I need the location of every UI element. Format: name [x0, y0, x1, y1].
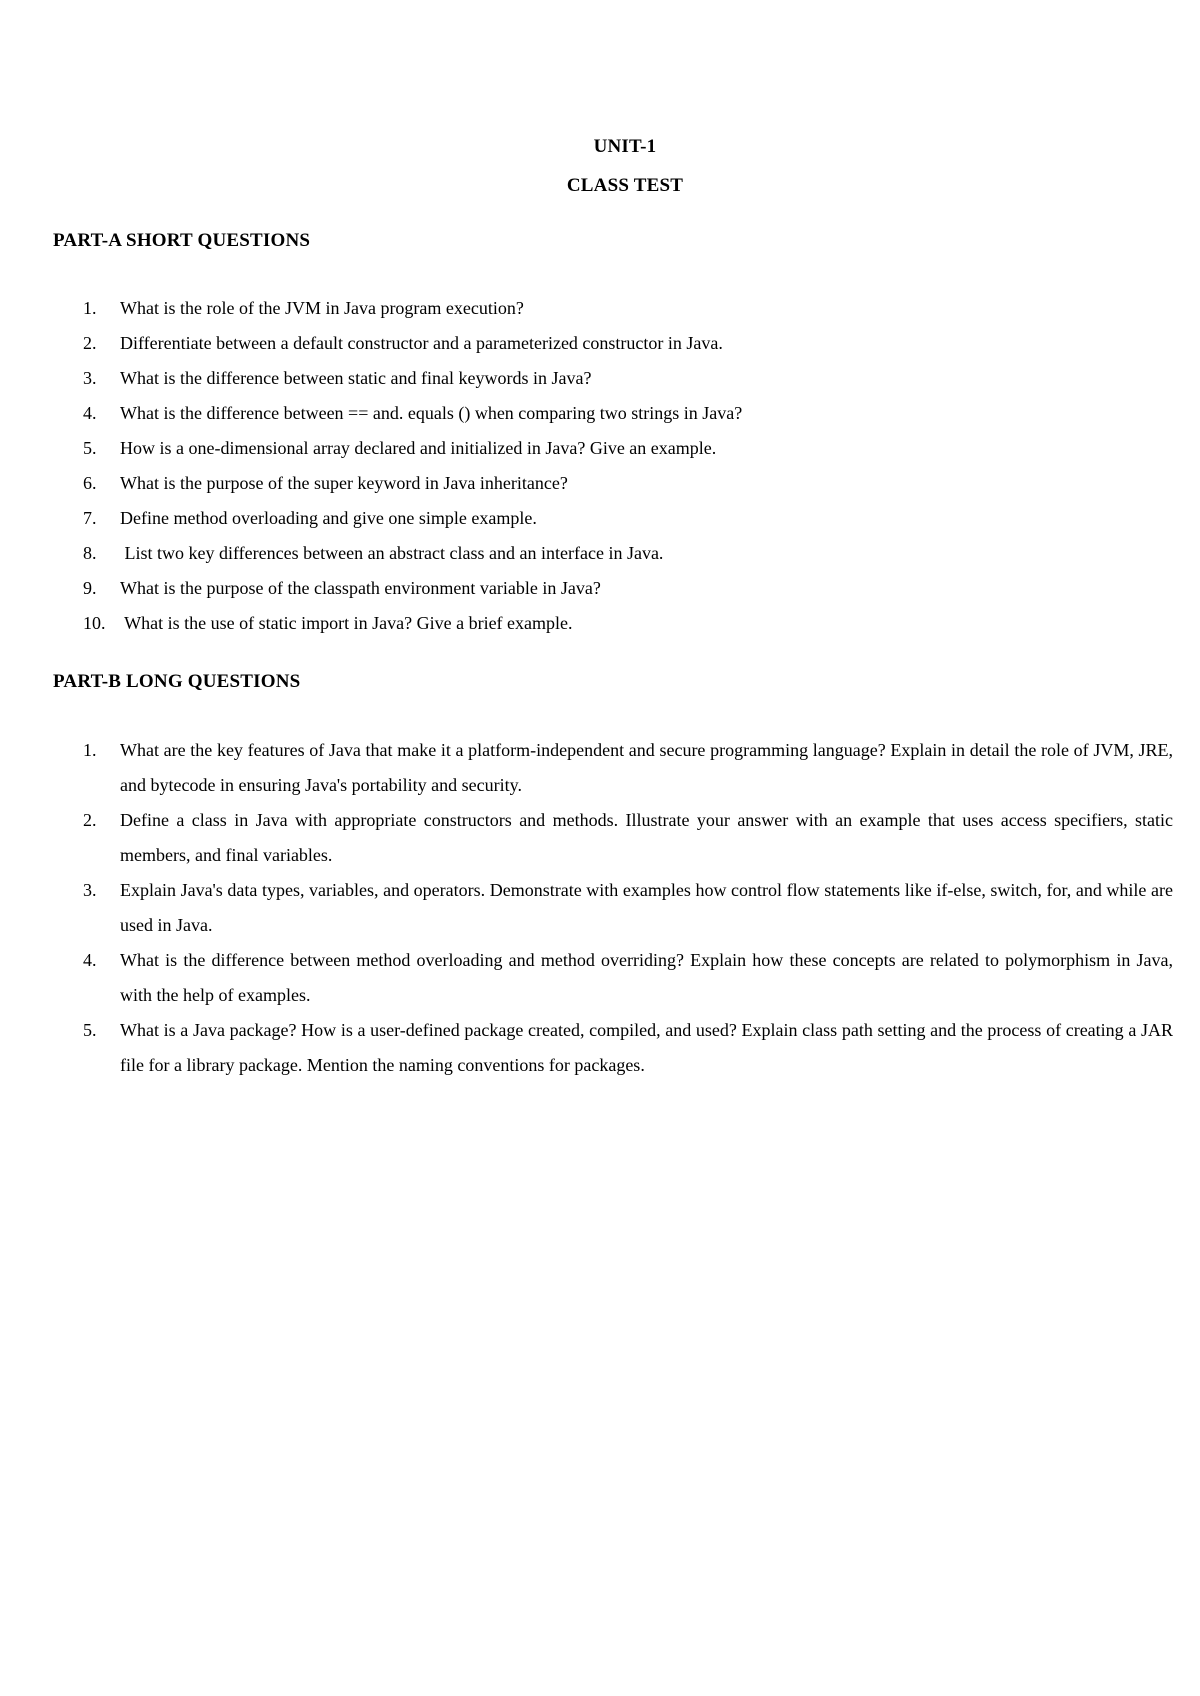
question-number: 10.	[83, 613, 106, 633]
question-number: 3.	[83, 368, 97, 388]
question-text: What is the purpose of the classpath environment variable in Java?	[120, 578, 601, 598]
question-number: 4.	[83, 403, 97, 423]
question-text: Explain Java's data types, variables, and operators. Demonstrate with examples how control flow statements like if-else, switch, for, and while are used in Java.	[120, 880, 1173, 935]
question-number: 1.	[83, 740, 97, 760]
test-title: CLASS TEST	[566, 175, 684, 196]
part-a-question	[53, 326, 1173, 361]
part-a-question	[53, 536, 1173, 571]
part-a-question	[53, 606, 1173, 641]
question-number: 3.	[83, 880, 97, 900]
question-text: Define method overloading and give one simple example.	[120, 508, 537, 528]
question-text: List two key differences between an abstract class and an interface in Java.	[120, 543, 664, 563]
part-a-question	[53, 291, 1173, 326]
part-b-question	[53, 733, 1173, 803]
question-text: What is the difference between == and. equals () when comparing two strings in Java?	[120, 403, 743, 423]
part-b-heading: PART-B LONG QUESTIONS	[53, 671, 301, 692]
part-b-question	[53, 1013, 1173, 1083]
question-number: 4.	[83, 950, 97, 970]
question-number: 1.	[83, 298, 97, 318]
question-text: What are the key features of Java that make it a platform-independent and secure programming language? Explain in detail the role of JVM, JRE, and bytecode in ensuring Java's portability and security.	[120, 740, 1173, 795]
question-text: What is the role of the JVM in Java program execution?	[120, 298, 524, 318]
question-text: What is a Java package? How is a user-defined package created, compiled, and used? Explain class path setting and the process of creating a JAR file for a library package. Mention the naming conventions for packages.	[120, 1020, 1173, 1075]
question-text: Differentiate between a default constructor and a parameterized constructor in Java.	[120, 333, 723, 353]
question-number: 8.	[83, 543, 97, 563]
question-text: Define a class in Java with appropriate constructors and methods. Illustrate your answer with an example that uses access specifiers, static members, and final variables.	[120, 810, 1173, 865]
question-text: How is a one-dimensional array declared and initialized in Java? Give an example.	[120, 438, 717, 458]
part-b-question	[53, 803, 1173, 873]
part-a-question	[53, 431, 1173, 466]
question-text: What is the use of static import in Java? Give a brief example.	[120, 613, 573, 633]
question-text: What is the difference between method overloading and method overriding? Explain how these concepts are related to polymorphism in Java, with the help of examples.	[120, 950, 1173, 1005]
unit-title: UNIT-1	[593, 136, 657, 157]
part-a-question	[53, 571, 1173, 606]
part-a-question	[53, 466, 1173, 501]
question-number: 6.	[83, 473, 97, 493]
question-number: 5.	[83, 438, 97, 458]
part-b-question	[53, 943, 1173, 1013]
part-b-question-list	[53, 733, 1173, 1083]
part-a-question	[53, 361, 1173, 396]
part-a-question	[53, 396, 1173, 431]
part-a-question	[53, 501, 1173, 536]
part-a-heading: PART-A SHORT QUESTIONS	[53, 230, 311, 251]
part-b-question	[53, 873, 1173, 943]
question-text: What is the purpose of the super keyword in Java inheritance?	[120, 473, 568, 493]
question-number: 2.	[83, 810, 97, 830]
question-number: 7.	[83, 508, 97, 528]
question-text: What is the difference between static and final keywords in Java?	[120, 368, 592, 388]
part-a-question-list	[53, 291, 1173, 641]
question-number: 9.	[83, 578, 97, 598]
question-number: 2.	[83, 333, 97, 353]
question-number: 5.	[83, 1020, 97, 1040]
